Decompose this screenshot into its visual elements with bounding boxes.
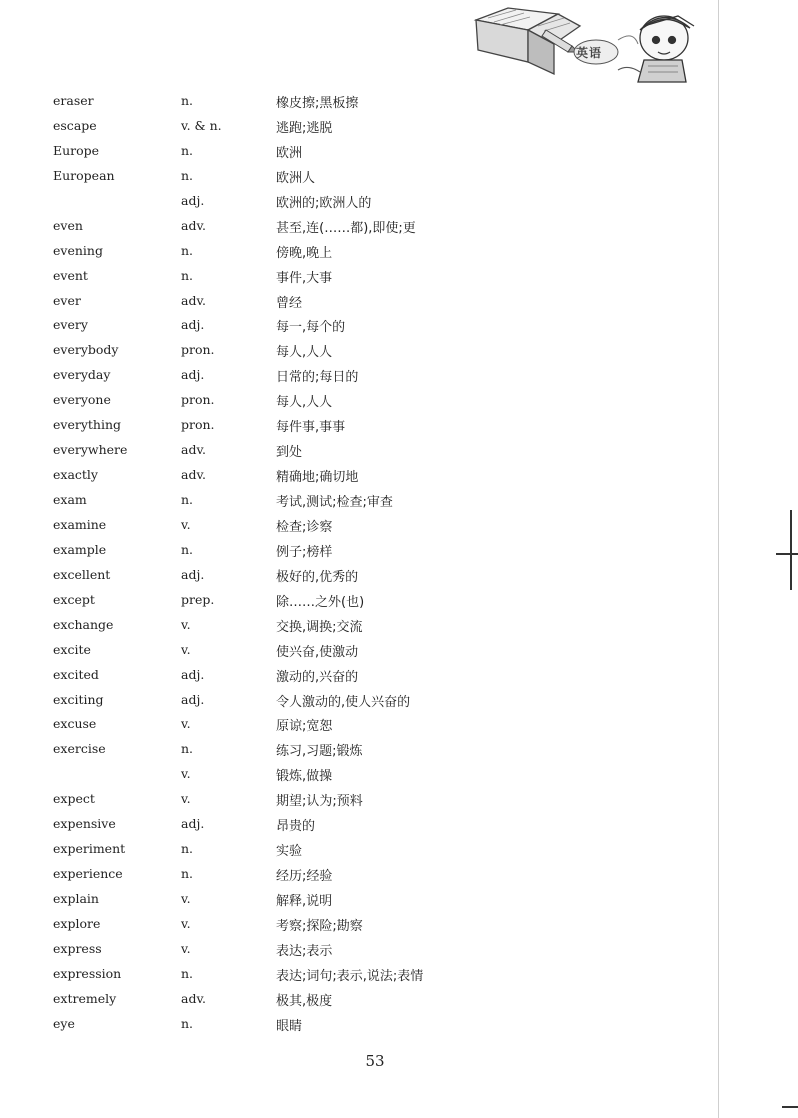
entry-meaning: 极好的,优秀的: [276, 569, 359, 585]
entry-part-of-speech: adj.: [181, 566, 205, 582]
entry-meaning: 欧洲的;欧洲人的: [276, 195, 372, 211]
entry-part-of-speech: adj.: [181, 317, 205, 333]
entry-part-of-speech: v.: [181, 791, 191, 807]
vocab-entry: [0, 861, 718, 886]
entry-meaning: 欧洲: [276, 145, 303, 161]
crop-mark: [782, 1106, 798, 1108]
vocab-entry: [0, 113, 718, 138]
vocab-entry: [0, 238, 718, 263]
entry-word: escape: [53, 117, 97, 133]
crop-mark: [790, 510, 792, 590]
entry-word: experiment: [53, 841, 126, 857]
entry-part-of-speech: n.: [181, 167, 194, 183]
entry-word: even: [53, 217, 83, 233]
entry-word: Europe: [53, 142, 100, 158]
entry-part-of-speech: pron.: [181, 342, 215, 358]
entry-meaning: 日常的;每日的: [276, 370, 359, 386]
entry-part-of-speech: adj.: [181, 367, 205, 383]
entry-word: everyone: [53, 392, 111, 408]
entry-part-of-speech: n.: [181, 93, 194, 108]
vocab-entry: [0, 163, 718, 188]
entry-word: experience: [53, 866, 123, 882]
entry-word: everybody: [53, 342, 119, 358]
vocab-entry: [0, 138, 718, 163]
entry-meaning: 考试,测试;检查;审查: [276, 495, 393, 510]
entry-part-of-speech: v.: [181, 516, 191, 532]
entry-meaning: 事件,大事: [276, 270, 333, 286]
entry-word: expensive: [53, 816, 116, 832]
entry-meaning: 极其,极度: [276, 993, 333, 1009]
vocab-entry: [0, 811, 718, 836]
entry-meaning: 精确地;确切地: [276, 470, 359, 486]
entry-word: everything: [53, 417, 122, 433]
entry-word: exchange: [53, 616, 114, 632]
header-badge-text: 英语: [576, 46, 603, 60]
entry-word: exactly: [53, 467, 98, 483]
entry-meaning: 每人,人人: [276, 395, 333, 411]
vocab-entry: [0, 462, 718, 487]
vocab-entry: [0, 612, 718, 637]
entry-word: exciting: [53, 691, 104, 707]
entry-word: everyday: [53, 367, 111, 383]
vocab-entry: [0, 986, 718, 1011]
vocab-entry: [0, 637, 718, 662]
entry-word: excite: [53, 641, 91, 657]
entry-part-of-speech: pron.: [181, 392, 215, 408]
entry-part-of-speech: adv.: [181, 442, 207, 458]
entry-part-of-speech: adv.: [181, 990, 207, 1006]
vocab-entry: [0, 961, 718, 986]
entry-word: expect: [53, 791, 95, 807]
vocab-entry: [0, 911, 718, 936]
vocab-entry: [0, 786, 718, 811]
entry-meaning: 傍晚,晚上: [276, 245, 333, 261]
page-number: 53: [365, 1052, 385, 1070]
vocab-entry: [0, 288, 718, 313]
crop-mark: [776, 553, 798, 555]
vocab-entry: [0, 88, 718, 113]
vocab-entry: [0, 213, 718, 238]
entry-meaning: 激动的,兴奋的: [276, 669, 359, 685]
vocab-entry: [0, 437, 718, 462]
entry-part-of-speech: adv.: [181, 467, 207, 483]
entry-word: excuse: [53, 716, 97, 732]
entry-meaning: 经历;经验: [276, 869, 333, 885]
entry-meaning: 每一,每个的: [276, 320, 346, 336]
entry-part-of-speech: n.: [181, 492, 194, 507]
entry-meaning: 每件事,事事: [276, 420, 346, 436]
entry-word: explain: [53, 891, 99, 906]
entry-part-of-speech: v.: [181, 641, 191, 657]
entry-word: explore: [53, 915, 101, 931]
entry-word: evening: [53, 242, 103, 258]
vocab-entry: [0, 337, 718, 362]
entry-part-of-speech: v.: [181, 766, 191, 782]
vocab-entry: [0, 1011, 718, 1036]
vocab-entry: [0, 662, 718, 687]
entry-part-of-speech: adv.: [181, 217, 207, 233]
entry-meaning: 例子;榜样: [276, 544, 333, 560]
vocab-entry: [0, 387, 718, 412]
vocab-entry: [0, 736, 718, 761]
vocab-entry: [0, 537, 718, 562]
entry-word: express: [53, 940, 102, 956]
entry-word: eye: [53, 1015, 75, 1031]
entry-meaning: 表达;词句;表示,说法;表情: [276, 968, 424, 984]
entry-meaning: 期望;认为;预料: [276, 794, 363, 810]
entry-meaning: 到处: [276, 445, 303, 461]
entry-word: European: [53, 167, 115, 183]
entry-meaning: 检查;诊察: [276, 519, 333, 535]
entry-meaning: 原谅;宽恕: [276, 719, 333, 735]
vocab-entry: [0, 512, 718, 537]
entry-part-of-speech: adv.: [181, 292, 207, 308]
entry-word: eraser: [53, 93, 94, 108]
entry-meaning: 除……之外(也): [276, 594, 365, 610]
vocab-entry: [0, 587, 718, 612]
entry-word: expression: [53, 965, 122, 981]
entry-meaning: 甚至,连(……都),即使;更: [276, 220, 416, 236]
vocab-entry: [0, 562, 718, 587]
entry-meaning: 交换,调换;交流: [276, 619, 363, 635]
entry-meaning: 使兴奋,使激动: [276, 644, 359, 660]
entry-part-of-speech: prep.: [181, 591, 215, 607]
entry-part-of-speech: v.: [181, 940, 191, 956]
vocab-entry: [0, 886, 718, 911]
entry-meaning: 表达;表示: [276, 943, 333, 959]
entry-part-of-speech: v. & n.: [181, 117, 222, 133]
entry-part-of-speech: pron.: [181, 417, 215, 433]
entry-word: excellent: [53, 566, 111, 582]
entry-part-of-speech: v.: [181, 716, 191, 732]
entry-part-of-speech: n.: [181, 866, 194, 882]
entry-part-of-speech: adj.: [181, 691, 205, 707]
entry-part-of-speech: n.: [181, 541, 194, 557]
entry-word: example: [53, 541, 107, 557]
entry-word: except: [53, 591, 95, 607]
entry-word: everywhere: [53, 442, 128, 458]
entry-part-of-speech: adj.: [181, 666, 205, 682]
vocab-entry: [0, 936, 718, 961]
vocab-entry: [0, 761, 718, 786]
entry-part-of-speech: n.: [181, 142, 194, 158]
entry-word: event: [53, 267, 88, 283]
entry-word: exercise: [53, 741, 106, 757]
entry-meaning: 解释,说明: [276, 894, 333, 909]
entry-meaning: 眼睛: [276, 1018, 303, 1034]
entry-word: extremely: [53, 990, 117, 1006]
entry-meaning: 逃跑;逃脱: [276, 120, 333, 136]
entry-meaning: 令人激动的,使人兴奋的: [276, 694, 411, 710]
entry-part-of-speech: n.: [181, 1015, 194, 1031]
vocab-entry: [0, 836, 718, 861]
vocab-entry: [0, 188, 718, 213]
entry-meaning: 考察;探险;勘察: [276, 918, 363, 934]
entry-part-of-speech: n.: [181, 841, 194, 857]
entry-part-of-speech: n.: [181, 965, 194, 981]
entry-meaning: 欧洲人: [276, 170, 316, 186]
vocabulary-list: [0, 88, 718, 1036]
entry-part-of-speech: n.: [181, 741, 194, 757]
vocab-entry: [0, 263, 718, 288]
entry-part-of-speech: v.: [181, 891, 191, 906]
entry-part-of-speech: adj.: [181, 192, 205, 208]
entry-meaning: 昂贵的: [276, 819, 316, 835]
vocab-entry: [0, 412, 718, 437]
entry-word: exam: [53, 492, 87, 507]
entry-meaning: 锻炼,做操: [276, 769, 333, 785]
entry-word: ever: [53, 292, 81, 308]
entry-part-of-speech: n.: [181, 267, 194, 283]
entry-meaning: 实验: [276, 844, 303, 860]
entry-word: excited: [53, 666, 99, 682]
entry-part-of-speech: v.: [181, 915, 191, 931]
entry-part-of-speech: n.: [181, 242, 194, 258]
page-edge: [718, 0, 719, 1118]
vocab-entry: [0, 687, 718, 712]
entry-meaning: 每人,人人: [276, 345, 333, 361]
entry-word: examine: [53, 516, 107, 532]
vocab-entry: [0, 312, 718, 337]
vocab-entry: [0, 487, 718, 512]
vocab-entry: [0, 362, 718, 387]
entry-meaning: 橡皮擦;黑板擦: [276, 96, 359, 111]
entry-part-of-speech: v.: [181, 616, 191, 632]
entry-meaning: 练习,习题;锻炼: [276, 744, 363, 760]
entry-word: every: [53, 317, 88, 333]
entry-part-of-speech: adj.: [181, 816, 205, 832]
entry-meaning: 曾经: [276, 295, 303, 311]
vocab-entry: [0, 711, 718, 736]
